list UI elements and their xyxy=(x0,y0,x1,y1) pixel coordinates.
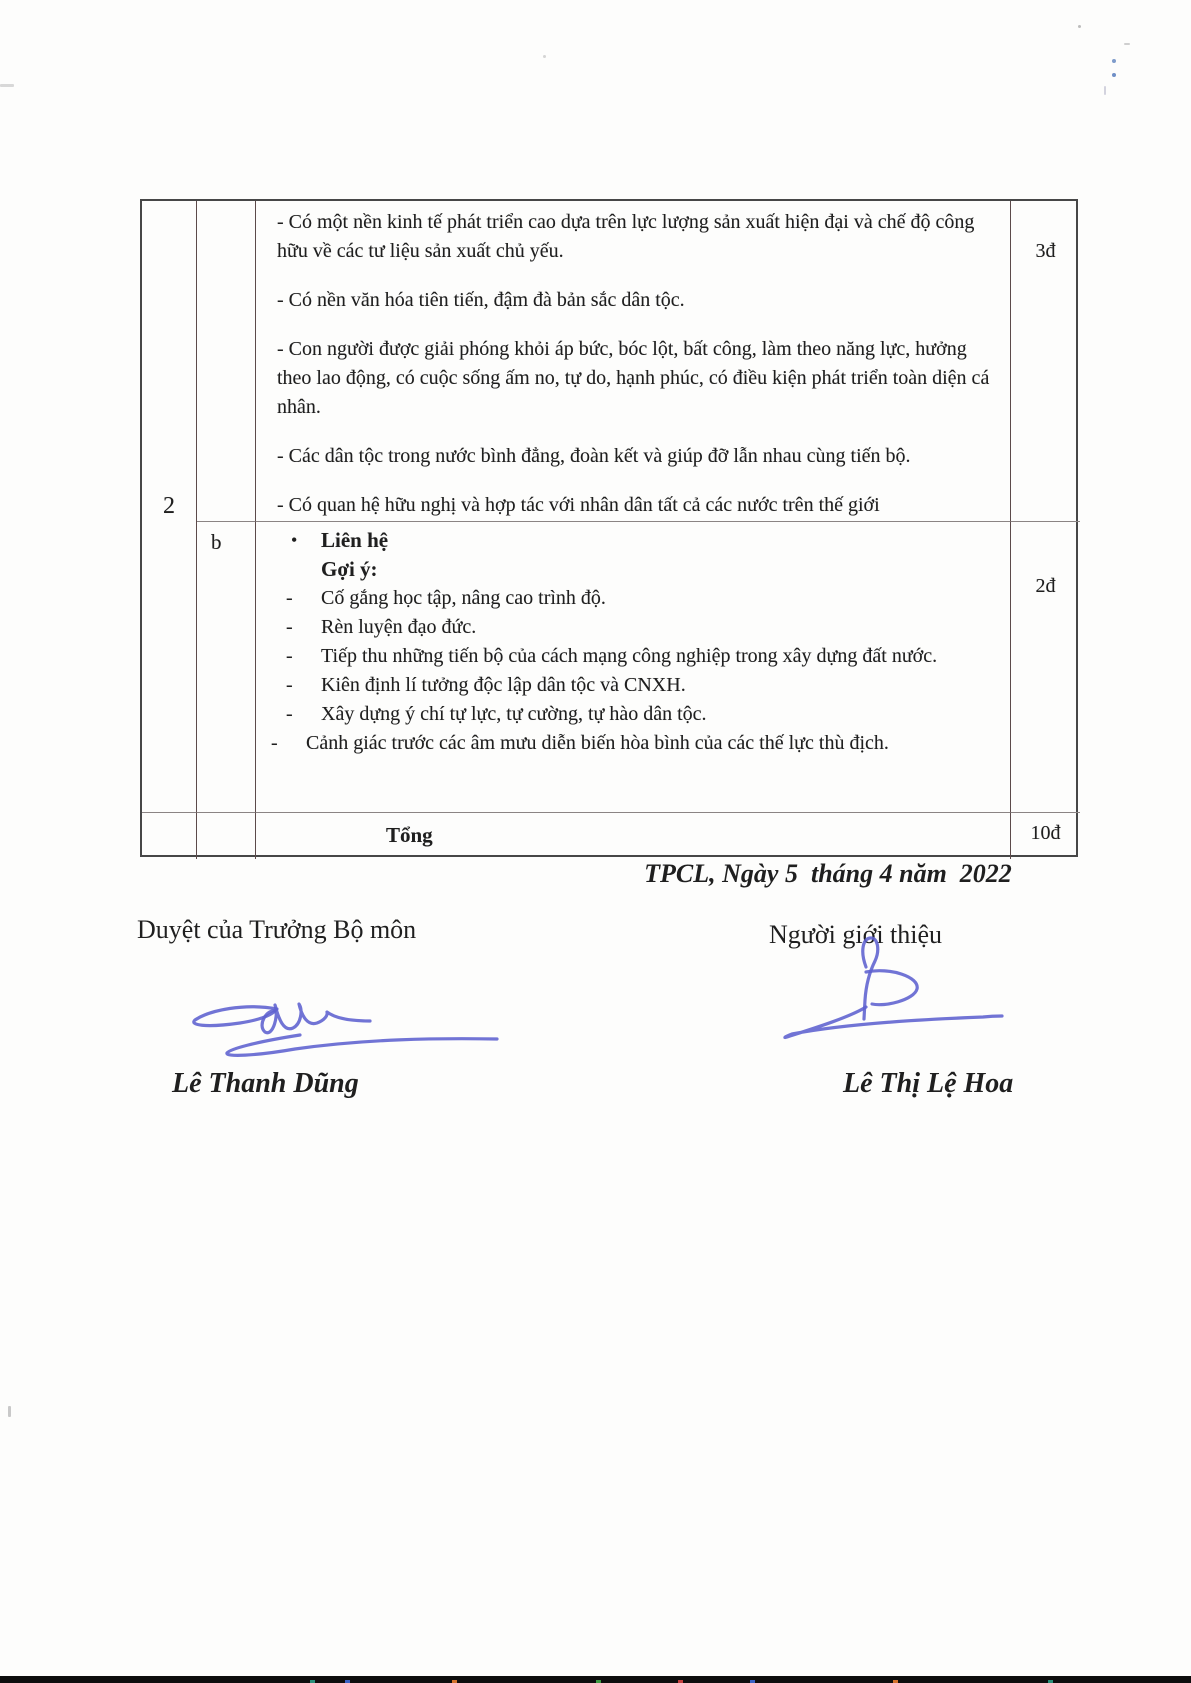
scan-noise-dot xyxy=(1112,59,1116,63)
part-b-cell xyxy=(197,521,256,812)
date-line: TPCL, Ngày 5 tháng 4 năm 2022 xyxy=(644,859,1012,888)
total-row-number-cell xyxy=(142,812,197,859)
dash-icon: - xyxy=(286,703,293,725)
list-item xyxy=(256,526,1006,555)
total-points: 10đ xyxy=(1030,822,1061,844)
total-row-part-cell xyxy=(197,812,256,859)
grading-table xyxy=(140,199,1078,857)
list-item-text: Cố gắng học tập, nâng cao trình độ. xyxy=(321,587,606,609)
introducer-name: Lê Thị Lệ Hoa xyxy=(843,1068,1014,1099)
approver-title: Duyệt của Trưởng Bộ môn xyxy=(137,915,417,944)
scan-edge-artifact xyxy=(0,1676,1191,1683)
scan-noise-dot xyxy=(543,55,546,58)
points-value: 2đ xyxy=(1035,575,1056,597)
points-cell-a xyxy=(1011,201,1080,521)
scan-noise-dot xyxy=(1104,86,1106,95)
list-item-text: Xây dựng ý chí tự lực, tự cường, tự hào dân tộc. xyxy=(321,703,707,725)
list-item-text: Kiên định lí tưởng độc lập dân tộc và CNXH. xyxy=(321,674,686,696)
dash-icon: - xyxy=(286,616,293,638)
scan-noise-dot xyxy=(8,1406,11,1417)
scan-noise-dot xyxy=(0,84,14,87)
approver-name: Lê Thanh Dũng xyxy=(172,1068,359,1099)
scan-noise-dot xyxy=(1124,43,1130,45)
total-points-cell xyxy=(1011,812,1080,859)
answer-paragraph: - Có một nền kinh tế phát triển cao dựa trên lực lượng sản xuất hiện đại và chế độ công hữu về các tư liệu sản xuất chủ yếu. xyxy=(277,211,975,262)
list-item xyxy=(256,642,1006,671)
points-cell-b xyxy=(1011,521,1080,812)
list-item xyxy=(256,700,1006,729)
list-item xyxy=(256,613,1006,642)
answer-paragraph: - Các dân tộc trong nước bình đẳng, đoàn kết và giúp đỡ lẫn nhau cùng tiến bộ. xyxy=(277,445,911,467)
scan-noise-dot xyxy=(1112,73,1116,77)
dash-icon: - xyxy=(286,587,293,609)
list-item xyxy=(256,729,1006,758)
list-item xyxy=(256,584,1006,613)
points-value: 3đ xyxy=(1035,240,1056,262)
part-label: b xyxy=(211,530,222,554)
answer-content-cell-b xyxy=(256,521,1011,812)
list-item xyxy=(256,671,1006,700)
total-label: Tổng xyxy=(386,823,433,847)
dash-icon: - xyxy=(286,645,293,667)
introducer-title: Người giới thiệu xyxy=(769,920,943,949)
signature-le-thanh-dung xyxy=(185,995,505,1065)
bullet-title: Liên hệ xyxy=(321,528,389,552)
list-item-text: Tiếp thu những tiến bộ của cách mạng công nghiệp trong xây dựng đất nước. xyxy=(321,645,938,667)
answer-paragraph: - Có nền văn hóa tiên tiến, đậm đà bản sắc dân tộc. xyxy=(277,289,685,311)
answer-paragraph: - Có quan hệ hữu nghị và hợp tác với nhân dân tất cả các nước trên thế giới xyxy=(277,494,880,516)
list-item-text: Rèn luyện đạo đức. xyxy=(321,616,477,638)
answer-content-cell-a xyxy=(256,201,1011,521)
part-a-cell xyxy=(197,201,256,521)
list-item-text: Cảnh giác trước các âm mưu diễn biến hòa bình của các thế lực thù địch. xyxy=(306,732,889,754)
scan-noise-dot xyxy=(1078,25,1081,28)
bullet-icon: • xyxy=(291,530,298,550)
hint-label: Gợi ý: xyxy=(321,557,378,581)
question-number: 2 xyxy=(163,493,175,519)
total-label-cell xyxy=(256,812,1011,859)
signature-le-thi-le-hoa xyxy=(730,895,1130,1075)
dash-icon: - xyxy=(286,674,293,696)
dash-icon: - xyxy=(271,732,278,754)
answer-paragraph: - Con người được giải phóng khỏi áp bức, bóc lột, bất công, làm theo năng lực, hưởng theo lao động, có cuộc sống ấm no, tự do, hạnh phúc, có điều kiện phát triển toàn diện cá nhân. xyxy=(277,338,990,418)
question-number-cell xyxy=(142,201,197,812)
